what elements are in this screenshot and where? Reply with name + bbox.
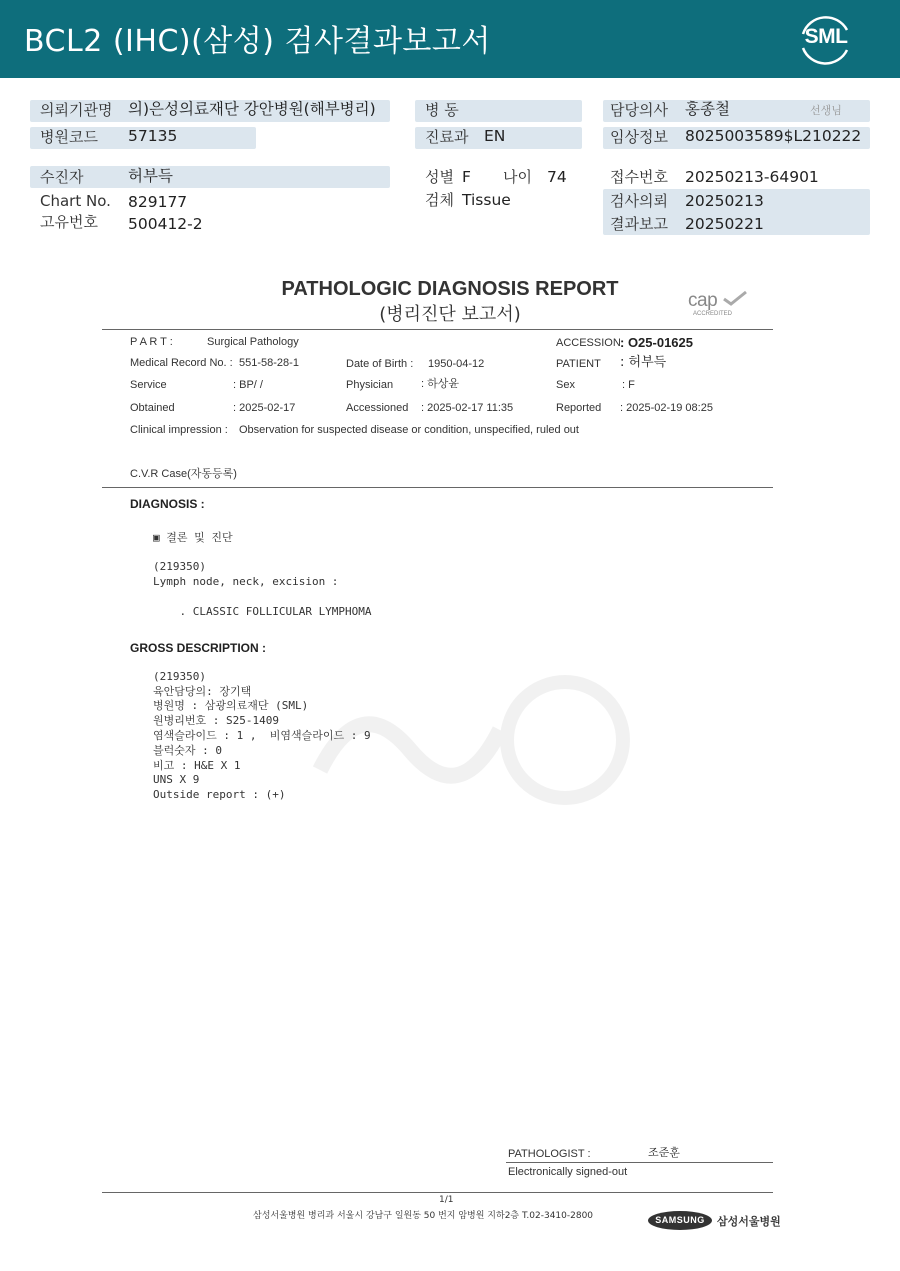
accession-label: ACCESSION	[556, 337, 621, 349]
receipt-value: 20250213-64901	[685, 168, 819, 186]
pathologist-value: 조준훈	[648, 1146, 680, 1159]
req-inst-value: 의)은성의료재단 강안병원(해부병리)	[128, 100, 376, 118]
divider	[506, 1162, 773, 1163]
dob-label: Date of Birth :	[346, 358, 414, 370]
samsung-logo-text: SAMSUNG	[655, 1215, 705, 1225]
sex-value: F	[462, 168, 471, 186]
mrn-value: 551-58-28-1	[239, 357, 299, 369]
doctor-value: 홍종철	[685, 100, 730, 118]
patient-value-report: : 허부득	[620, 355, 667, 370]
diagnosis-line: ▣ 결론 및 진단	[153, 530, 233, 544]
report-subtitle: (병리진단 보고서)	[379, 304, 521, 325]
footer-address: 삼성서울병원 병리과 서울시 강남구 일원동 50 번지 암병원 지하2층 T.02-3410-2800	[253, 1211, 594, 1221]
sex-label: 성별	[425, 168, 454, 186]
chart-value: 829177	[128, 193, 188, 211]
hosp-code-value: 57135	[128, 127, 178, 145]
receipt-label: 접수번호	[610, 168, 668, 186]
divider	[102, 329, 773, 330]
page-title: BCL2 (IHC)(삼성) 검사결과보고서	[24, 24, 491, 59]
cap-accredited: ACCREDITED	[693, 311, 733, 317]
doctor-label: 담당의사	[610, 101, 668, 119]
pathologist-label: PATHOLOGIST :	[508, 1148, 591, 1160]
gross-line: 육안담당의: 장기택	[153, 684, 252, 698]
diagnosis-line: (219350)	[153, 560, 206, 574]
clinical-impression-value: Observation for suspected disease or condition, unspecified, ruled out	[239, 424, 579, 436]
uid-value: 500412-2	[128, 215, 203, 233]
gross-line: Outside report : (+)	[153, 788, 286, 802]
test-req-value: 20250213	[685, 192, 764, 210]
gross-line: 병원명 : 삼광의료재단 (SML)	[153, 699, 309, 713]
gross-line: 블럭숫자 : 0	[153, 743, 222, 757]
specimen-label: 검체	[425, 191, 454, 209]
mrn-label: Medical Record No. :	[130, 357, 233, 369]
dept-label: 진료과	[425, 128, 469, 146]
check-icon	[722, 290, 748, 306]
obtained-value: : 2025-02-17	[233, 402, 296, 414]
ward-label: 병 동	[425, 101, 459, 119]
signed-out: Electronically signed-out	[508, 1166, 628, 1178]
service-value: : BP/ /	[233, 379, 263, 391]
specimen-value: Tissue	[462, 191, 511, 209]
sml-logo-text: SML	[804, 25, 848, 48]
clinical-label: 임상정보	[610, 128, 668, 146]
diagnosis-line	[153, 546, 372, 561]
patient-label-report: PATIENT	[556, 358, 601, 370]
gross-body	[153, 655, 371, 818]
age-value: 74	[547, 168, 567, 186]
patient-value: 허부득	[128, 167, 173, 185]
diagnosis-line	[153, 590, 372, 605]
clinical-value: 8025003589$L210222	[685, 127, 862, 145]
dept-value: EN	[484, 127, 506, 145]
diagnosis-header: DIAGNOSIS :	[130, 497, 205, 511]
clinical-impression-label: Clinical impression :	[130, 424, 228, 436]
report-title: PATHOLOGIC DIAGNOSIS REPORT	[281, 278, 619, 300]
result-value: 20250221	[685, 215, 764, 233]
gross-line: 원병리번호 : S25-1409	[153, 714, 279, 728]
physician-label: Physician	[346, 379, 394, 391]
diagnosis-line: . CLASSIC FOLLICULAR LYMPHOMA	[153, 604, 372, 618]
uid-label: 고유번호	[40, 213, 98, 231]
gross-line: UNS X 9	[153, 773, 200, 787]
part-value: Surgical Pathology	[207, 336, 299, 348]
accession-value: : O25-01625	[620, 335, 693, 350]
hosp-code-label: 병원코드	[40, 128, 98, 146]
chart-label: Chart No.	[40, 192, 111, 210]
gross-line: (219350)	[153, 669, 206, 683]
accessioned-value: : 2025-02-17 11:35	[421, 402, 514, 414]
cap-logo: cap	[688, 290, 718, 311]
service-label: Service	[130, 379, 167, 391]
physician-value: : 하상윤	[421, 378, 459, 390]
obtained-label: Obtained	[130, 402, 175, 414]
part-label: P A R T :	[130, 336, 173, 348]
gross-line: 비고 : H&E X 1	[153, 758, 241, 772]
gross-header: GROSS DESCRIPTION :	[130, 641, 267, 655]
sex-value-report: : F	[622, 379, 635, 391]
patient-label: 수진자	[40, 168, 84, 186]
accessioned-label: Accessioned	[346, 402, 409, 414]
divider	[102, 1192, 773, 1193]
header-bar	[0, 0, 900, 78]
req-inst-label: 의뢰기관명	[40, 101, 113, 119]
divider	[102, 487, 773, 488]
samsung-hospital-name: 삼성서울병원	[717, 1215, 781, 1228]
doctor-suffix: 선생님	[810, 104, 842, 117]
age-label: 나이	[503, 168, 532, 186]
cvr-case: C.V.R Case(자동등록)	[130, 468, 237, 480]
gross-line: 염색슬라이드 : 1 , 비염색슬라이드 : 9	[153, 728, 371, 742]
test-req-label: 검사의뢰	[610, 192, 668, 210]
dob-value: 1950-04-12	[428, 358, 485, 370]
sex-label-report: Sex	[556, 379, 575, 391]
diagnosis-line: Lymph node, neck, excision :	[153, 575, 339, 589]
result-label: 결과보고	[610, 215, 668, 233]
reported-label: Reported	[556, 402, 602, 414]
reported-value: : 2025-02-19 08:25	[620, 402, 713, 414]
patient-field	[30, 166, 390, 188]
diagnosis-body	[153, 516, 372, 634]
page-number: 1/1	[439, 1195, 454, 1205]
